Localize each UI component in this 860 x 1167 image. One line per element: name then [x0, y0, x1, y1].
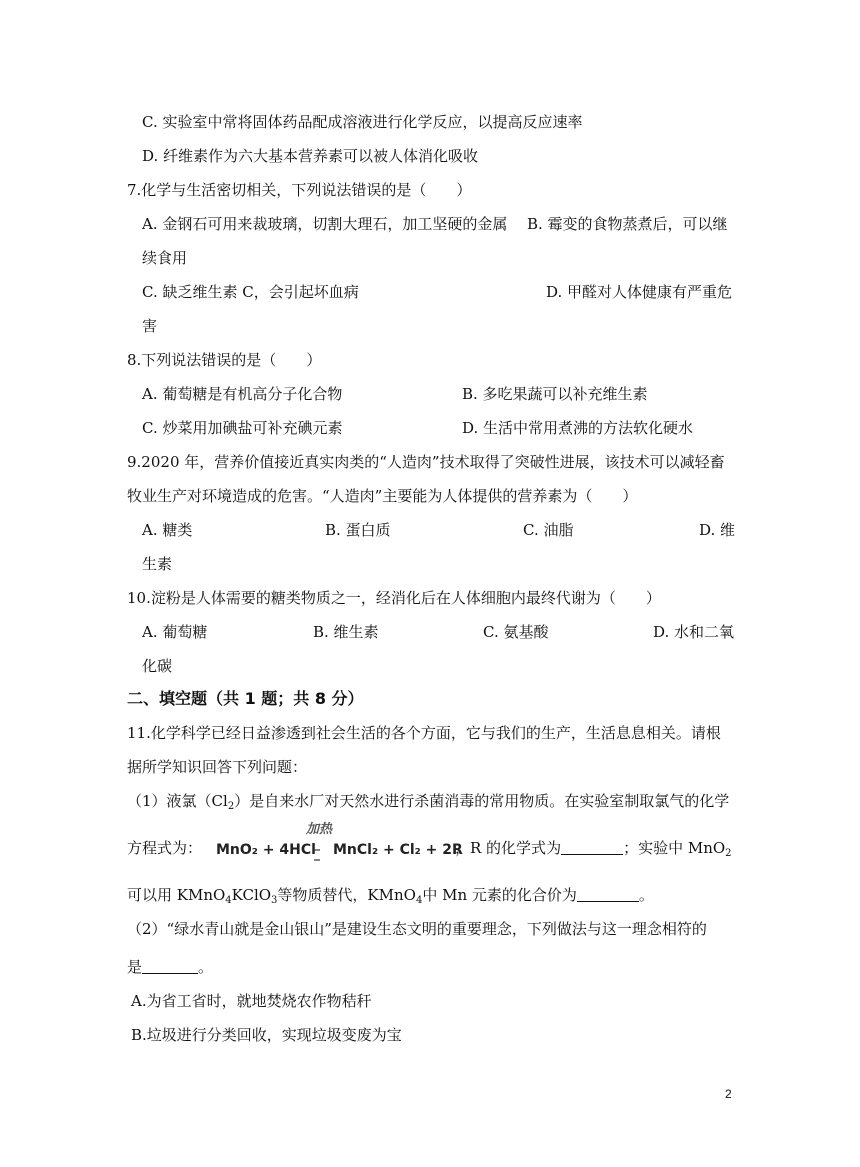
q7-option-b: B. 霉变的食物蒸煮后，可以继	[527, 215, 728, 233]
q9-option-d-cont: 生素	[142, 555, 173, 573]
reaction-equals-sign	[308, 846, 328, 866]
answer-blank-part2[interactable]	[142, 959, 198, 974]
q10-option-b: B. 维生素	[313, 623, 379, 641]
section-heading: 二、填空题（共 1 题；共 8 分）	[127, 689, 364, 708]
q6-option-c: C. 实验室中常将固体药品配成溶液进行化学反应，以提高反应速率	[142, 113, 583, 131]
q10-option-d-cont: 化碳	[142, 657, 173, 675]
reaction-condition: 加热	[306, 822, 333, 837]
q8-option-b: B. 多吃果蔬可以补充维生素	[462, 385, 648, 403]
q11-part2-line2: 是 。	[127, 958, 214, 976]
q10-option-c: C. 氨基酸	[483, 623, 549, 641]
page-number: 2	[725, 1087, 732, 1101]
q11-stem: 11.化学科学已经日益渗透到社会生活的各个方面，它与我们的生产，生活息息相关。请根	[127, 724, 721, 742]
q9-option-d: D. 维	[699, 521, 736, 539]
q11-part2-option-b: B.垃圾进行分类回收，实现垃圾变废为宝	[131, 1026, 402, 1044]
q11-stem-cont: 据所学知识回答下列问题：	[127, 758, 308, 776]
q10-option-d: D. 水和二氧	[653, 623, 735, 641]
q11-part1-line1: （1）液氯$(Cl_2)$是自来水厂对天然水进行杀菌消毒的常用物质。在实验室制取氯气的化学	[127, 792, 730, 812]
q6-option-d: D. 纤维素作为六大基本营养素可以被人体消化吸收	[142, 147, 479, 165]
q8-option-c: C. 炒菜用加碘盐可补充碘元素	[142, 419, 343, 437]
q9-stem-cont: 牧业生产对环境造成的危害。“人造肉”主要能为人体提供的营养素为（ ）	[127, 487, 638, 505]
q8-option-d: D. 生活中常用煮沸的方法软化硬水	[462, 419, 694, 437]
answer-blank-r-formula[interactable]	[561, 840, 623, 855]
q7-stem: 7.化学与生活密切相关，下列说法错误的是（ ）	[127, 181, 472, 199]
answer-blank-mn-valence[interactable]	[577, 887, 639, 902]
q8-option-a: A. 葡萄糖是有机高分子化合物	[142, 385, 343, 403]
q7-option-c: C. 缺乏维生素 C，会引起坏血病	[142, 283, 359, 301]
q10-option-a: A. 葡萄糖	[142, 623, 208, 641]
chemical-equation-lhs: MnO₂ + 4HCl	[216, 842, 316, 858]
q9-option-b: B. 蛋白质	[325, 521, 391, 539]
q11-part1-line3: 可以用 KMnO$_4$KClO$_3$等物质替代，KMnO$_4$中 Mn 元素的化合价为 。	[127, 886, 654, 906]
q11-part2-option-a: A.为省工省时，就地焚烧农作物秸秆	[131, 992, 372, 1010]
q11-part2-line1: （2）“绿水青山就是金山银山”是建设生态文明的重要理念，下列做法与这一理念相符的	[127, 920, 707, 938]
chemical-equation-rhs: MnCl₂ + Cl₂ + 2R	[333, 842, 463, 858]
q7-option-b-cont: 续食用	[142, 249, 188, 267]
q9-stem: 9.2020 年，营养价值接近真实肉类的“人造肉”技术取得了突破性进展，该技术可以减轻畜	[127, 453, 725, 471]
q9-option-c: C. 油脂	[523, 521, 574, 539]
q7-option-d: D. 甲醛对人体健康有严重危	[546, 283, 733, 301]
q7-option-d-cont: 害	[142, 317, 158, 335]
q11-part1-line2-rest: ，R 的化学式为 ；实验中 MnO$_2$	[455, 839, 732, 859]
q8-stem: 8.下列说法错误的是（ ）	[127, 351, 322, 369]
q7-option-a: A. 金钢石可用来裁玻璃，切割大理石，加工坚硬的金属	[142, 215, 508, 233]
q9-option-a: A. 糖类	[142, 521, 193, 539]
q10-stem: 10.淀粉是人体需要的糖类物质之一，经消化后在人体细胞内最终代谢为（ ）	[127, 589, 661, 607]
q11-part1-line2-prefix: 方程式为：	[127, 839, 203, 857]
